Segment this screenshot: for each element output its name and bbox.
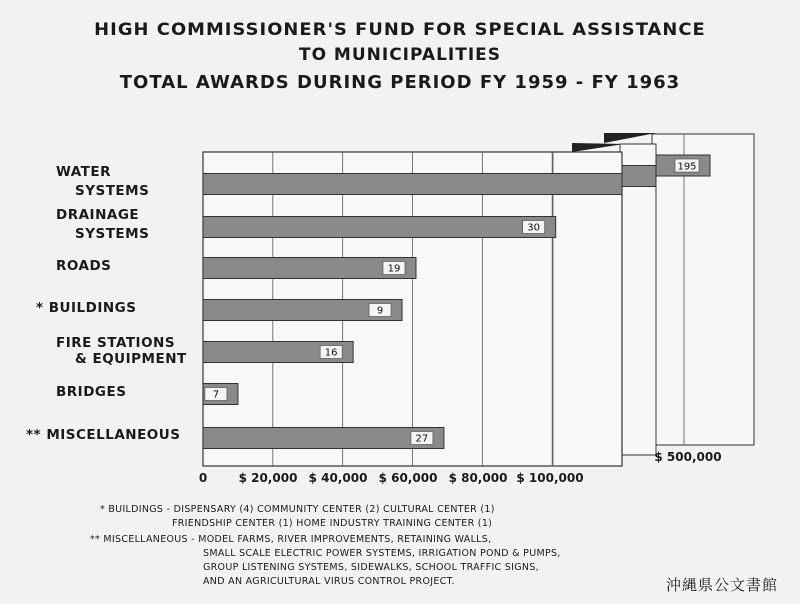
footnote-misc-1: ** MISCELLANEOUS - MODEL FARMS, RIVER IMPROVEMENTS, RETAINING WALLS, xyxy=(90,534,492,545)
x-tick-label: $ 60,000 xyxy=(378,471,438,485)
bar xyxy=(203,428,444,449)
data-label: 30 xyxy=(527,222,541,234)
data-label: 195 xyxy=(677,161,697,173)
x-tick-label: 0 xyxy=(198,471,208,485)
extension-panel-3 xyxy=(652,134,754,445)
category-label: BRIDGES xyxy=(56,384,127,400)
chart-title-line-1: HIGH COMMISSIONER'S FUND FOR SPECIAL ASSISTANCE xyxy=(94,20,706,40)
bar xyxy=(203,174,622,195)
footnote-buildings-1: * BUILDINGS - DISPENSARY (4) COMMUNITY CENTER (2) CULTURAL CENTER (1) xyxy=(100,504,495,515)
category-label: SYSTEMS xyxy=(75,226,150,242)
footnote-misc-3: GROUP LISTENING SYSTEMS, SIDEWALKS, SCHOOL TRAFFIC SIGNS, xyxy=(203,562,539,573)
category-label: WATER xyxy=(56,164,112,180)
category-label: * BUILDINGS xyxy=(36,300,137,316)
bar-continuation xyxy=(622,166,656,187)
archive-stamp: 沖縄県公文書館 xyxy=(665,576,778,594)
x-tick-label: $ 80,000 xyxy=(448,471,508,485)
x-tick-label-extended: $ 500,000 xyxy=(654,450,722,464)
data-label: 19 xyxy=(387,263,401,275)
data-label: 16 xyxy=(324,347,338,359)
data-label: 27 xyxy=(415,433,429,445)
data-label: 7 xyxy=(212,389,220,401)
panel-2-fold xyxy=(572,143,624,152)
category-label: ROADS xyxy=(56,258,112,274)
footnote-buildings-2: FRIENDSHIP CENTER (1) HOME INDUSTRY TRAINING CENTER (1) xyxy=(172,518,493,529)
category-label: & EQUIPMENT xyxy=(75,351,187,367)
bar xyxy=(203,217,556,238)
category-label: FIRE STATIONS xyxy=(56,335,176,351)
footnote-misc-4: AND AN AGRICULTURAL VIRUS CONTROL PROJECT. xyxy=(203,576,455,587)
footnote-misc-2: SMALL SCALE ELECTRIC POWER SYSTEMS, IRRIGATION POND & PUMPS, xyxy=(203,548,561,559)
category-label: ** MISCELLANEOUS xyxy=(26,427,181,443)
x-tick-label: $ 20,000 xyxy=(238,471,298,485)
panel-3-fold xyxy=(604,133,656,143)
x-tick-label: $ 40,000 xyxy=(308,471,368,485)
chart-title-line-3: TOTAL AWARDS DURING PERIOD FY 1959 - FY 1963 xyxy=(119,72,681,93)
extension-panel-2 xyxy=(620,144,656,455)
category-label: SYSTEMS xyxy=(75,183,150,199)
chart-title-line-2: TO MUNICIPALITIES xyxy=(298,45,502,65)
data-label: 9 xyxy=(376,305,384,317)
category-label: DRAINAGE xyxy=(56,207,140,223)
x-tick-label: $ 100,000 xyxy=(516,471,584,485)
